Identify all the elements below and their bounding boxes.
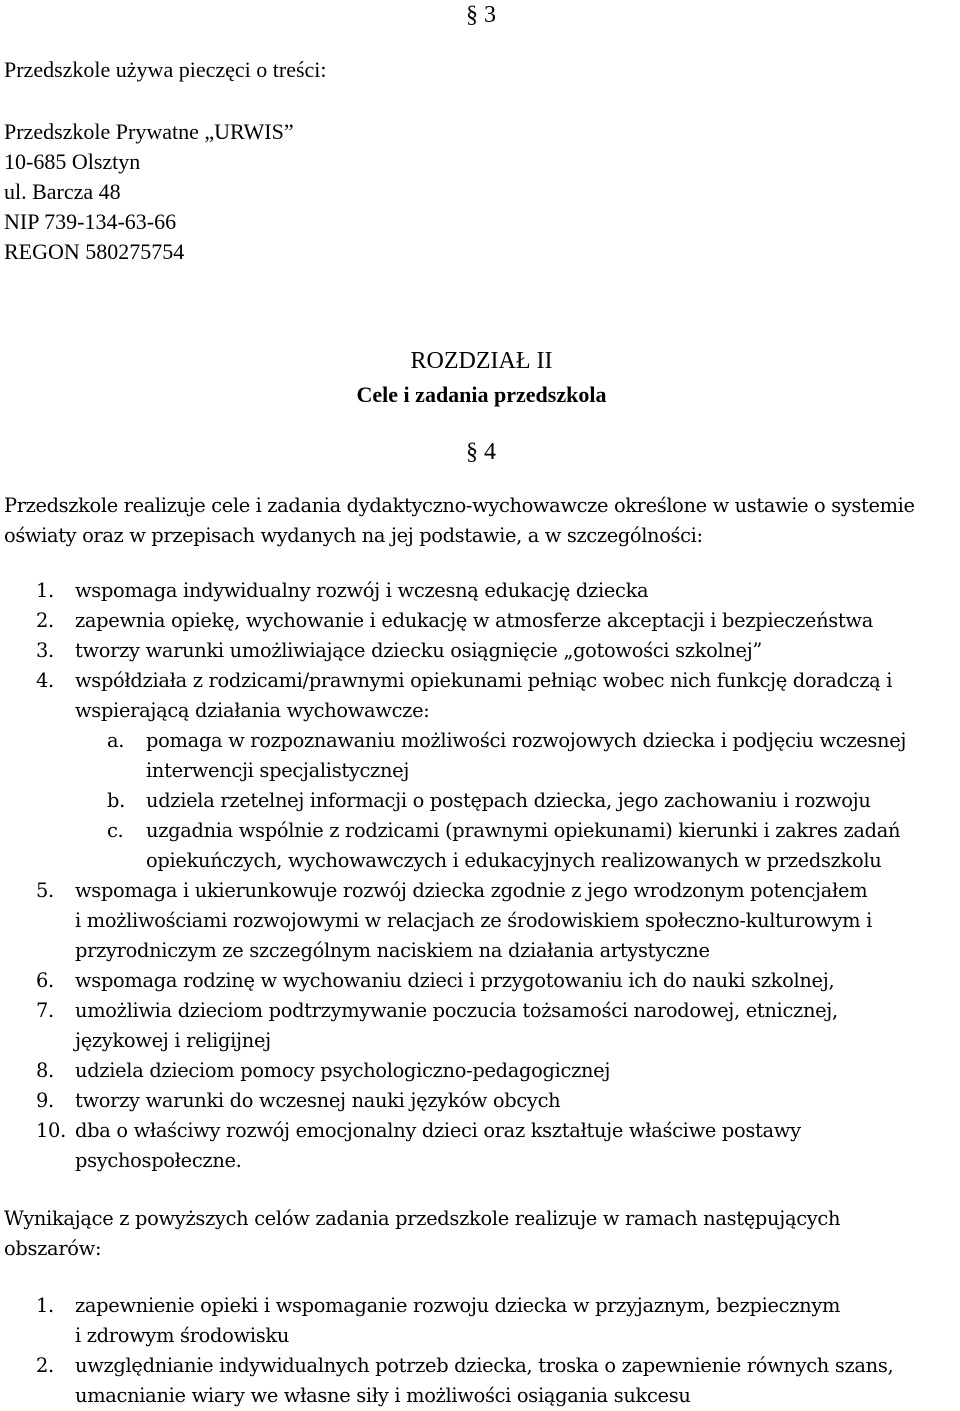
areas-list: [0, 1291, 893, 1411]
list-text: tworzy warunki do wczesnej nauki języków obcych: [75, 1089, 561, 1112]
stamp-line: Przedszkole Prywatne „URWIS”: [4, 119, 294, 144]
list-text: tworzy warunki umożliwiające dziecku osiągnięcie „gotowości szkolnej”: [75, 639, 763, 662]
list-text: zapewnia opiekę, wychowanie i edukację w atmosferze akceptacji i bezpieczeństwa: [75, 609, 873, 632]
areas-line: obszarów:: [4, 1237, 102, 1260]
list-number: 3.: [36, 639, 54, 662]
list-item: [0, 876, 906, 966]
list-text: wspierającą działania wychowawcze:: [75, 699, 430, 722]
list-item: [0, 1086, 906, 1116]
list-text: wspomaga i ukierunkowuje rozwój dziecka zgodnie z jego wrodzonym potencjałem: [75, 879, 868, 902]
tasks-list: [0, 576, 906, 1176]
areas-paragraph: [4, 1204, 840, 1264]
list-number: 8.: [36, 1059, 54, 1082]
stamp-intro: Przedszkole używa pieczęci o treści:: [4, 57, 327, 82]
chapter-title: ROZDZIAŁ II: [410, 348, 553, 374]
list-item: [0, 606, 906, 636]
sublist-item: [0, 726, 906, 786]
list-text: udziela dzieciom pomocy psychologiczno-pedagogicznej: [75, 1059, 611, 1082]
sublist-text: uzgadnia wspólnie z rodzicami (prawnymi opiekunami) kierunki i zakres zadań: [146, 819, 901, 842]
list-text: zapewnienie opieki i wspomaganie rozwoju dziecka w przyjaznym, bezpiecznym: [75, 1294, 841, 1317]
list-text: językowej i religijnej: [75, 1029, 271, 1052]
list-text: dba o właściwy rozwój emocjonalny dzieci oraz kształtuje właściwe postawy: [75, 1119, 801, 1142]
list-text: wspomaga rodzinę w wychowaniu dzieci i przygotowaniu ich do nauki szkolnej,: [75, 969, 835, 992]
stamp-line: NIP 739-134-63-66: [4, 209, 177, 234]
list-number: 1.: [36, 579, 54, 602]
list-text: umacnianie wiary we własne siły i możliwości osiągania sukcesu: [75, 1384, 691, 1407]
list-item: [0, 576, 906, 606]
sublist-letter: c.: [107, 819, 124, 842]
list-number: 1.: [36, 1294, 54, 1317]
areas-line: Wynikające z powyższych celów zadania przedszkole realizuje w ramach następujących: [4, 1207, 841, 1230]
list-text: współdziała z rodzicami/prawnymi opiekunami pełniąc wobec nich funkcję doradczą i: [75, 669, 893, 692]
list-text: psychospołeczne.: [75, 1149, 242, 1172]
list-text: i zdrowym środowisku: [75, 1324, 290, 1347]
section-3-heading: § 3: [466, 2, 496, 28]
sublist-item: [0, 786, 906, 816]
list-text: uwzględnianie indywidualnych potrzeb dziecka, troska o zapewnienie równych szans,: [75, 1354, 894, 1377]
list-number: 7.: [36, 999, 54, 1022]
sublist-text: udziela rzetelnej informacji o postępach dziecka, jego zachowaniu i rozwoju: [146, 789, 871, 812]
intro-line: oświaty oraz w przepisach wydanych na jej podstawie, a w szczególności:: [4, 524, 703, 547]
list-number: 6.: [36, 969, 54, 992]
list-number: 4.: [36, 669, 54, 692]
list-item: [0, 636, 906, 666]
sublist-letter: b.: [107, 789, 125, 812]
list-text: wspomaga indywidualny rozwój i wczesną edukację dziecka: [75, 579, 649, 602]
sublist-text: opiekuńczych, wychowawczych i edukacyjnych realizowanych w przedszkolu: [146, 849, 882, 872]
list-item: [0, 1351, 893, 1411]
stamp-line: ul. Barcza 48: [4, 179, 121, 204]
list-item: [0, 666, 906, 726]
sublist-letter: a.: [107, 729, 125, 752]
stamp-block: [4, 55, 327, 267]
stamp-line: REGON 580275754: [4, 239, 185, 264]
list-item: [0, 996, 906, 1056]
list-text: umożliwia dzieciom podtrzymywanie poczucia tożsamości narodowej, etnicznej,: [75, 999, 838, 1022]
section-4-heading: § 4: [466, 439, 496, 465]
list-item: [0, 1056, 906, 1086]
sublist-text: interwencji specjalistycznej: [146, 759, 410, 782]
list-item: [0, 966, 906, 996]
list-number: 9.: [36, 1089, 54, 1112]
intro-line: Przedszkole realizuje cele i zadania dydaktyczno-wychowawcze określone w ustawie o systemie: [4, 494, 915, 517]
list-number: 5.: [36, 879, 54, 902]
sublist-text: pomaga w rozpoznawaniu możliwości rozwojowych dziecka i podjęciu wczesnej: [146, 729, 907, 752]
list-text: i możliwościami rozwojowymi w relacjach ze środowiskiem społeczno-kulturowym i: [75, 909, 873, 932]
stamp-line: 10-685 Olsztyn: [4, 149, 141, 174]
list-item: [0, 1291, 893, 1351]
list-number: 2.: [36, 1354, 54, 1377]
chapter-subtitle: Cele i zadania przedszkola: [356, 382, 607, 407]
intro-paragraph: [4, 491, 960, 551]
sublist-item: [0, 816, 906, 876]
list-text: przyrodniczym ze szczególnym naciskiem na działania artystyczne: [75, 939, 710, 962]
list-number: 10.: [36, 1119, 66, 1142]
list-item: [0, 1116, 906, 1176]
list-number: 2.: [36, 609, 54, 632]
